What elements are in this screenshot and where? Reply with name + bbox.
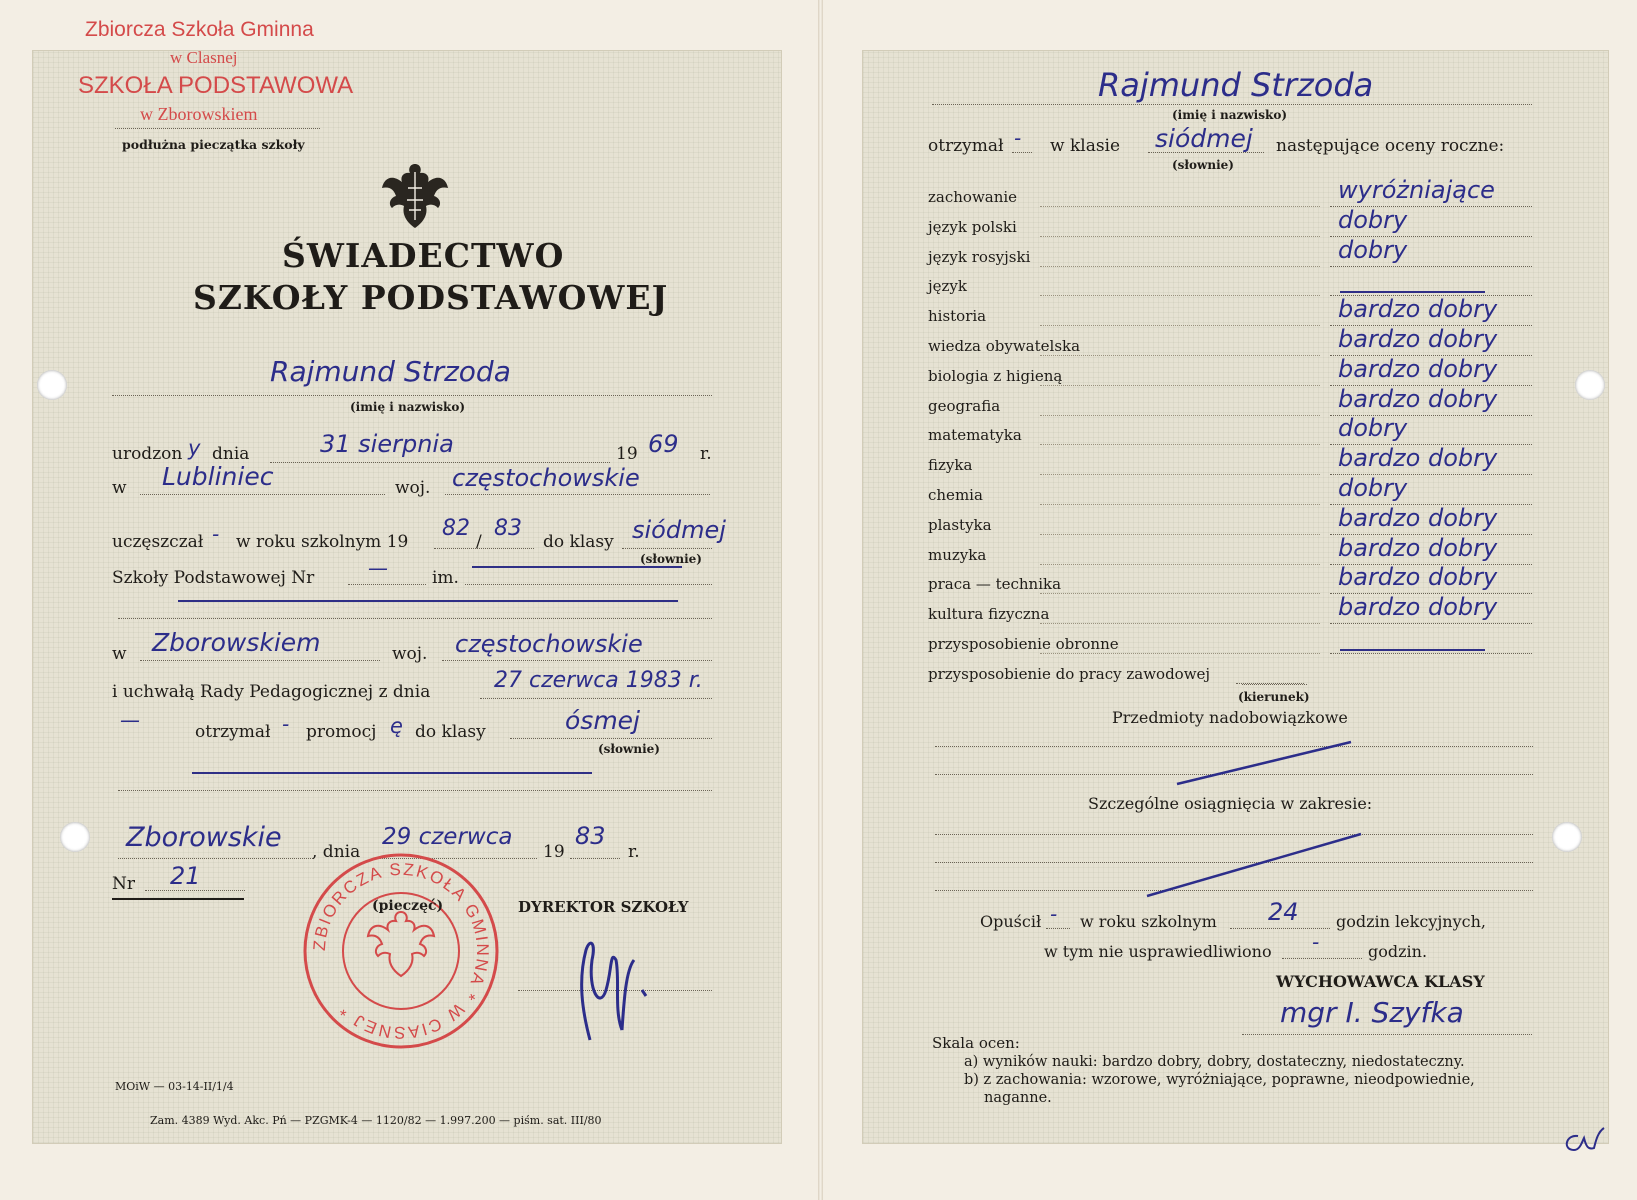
empty-grade-line <box>1340 649 1485 651</box>
unexcused-hours-label: godzin. <box>1368 942 1428 961</box>
absent-year-label: w roku szkolnym <box>1080 912 1217 931</box>
grade-value: bardzo dobry <box>1338 563 1498 591</box>
woj-label: woj. <box>392 644 428 664</box>
optional-subjects-label: Przedmioty nadobowiązkowe <box>1112 708 1348 727</box>
subject-name: plastyka <box>928 516 992 534</box>
im-label: im. <box>432 568 459 588</box>
class-word: siódmej <box>632 516 726 544</box>
school-year-b: 83 <box>494 516 522 541</box>
subject-name: przysposobienie do pracy zawodowej <box>928 665 1211 683</box>
stamp-line: w Clasnej <box>170 48 238 67</box>
grade-value: bardzo dobry <box>1338 593 1498 621</box>
print-info: Zam. 4389 Wyd. Akc. Pń — PZGMK-4 — 1120/82 — 1.997.200 — piśm. sat. III/80 <box>150 1114 602 1127</box>
school-nr: — <box>368 556 388 580</box>
day-label: dnia <box>212 444 250 464</box>
year-prefix: 19 <box>616 444 638 464</box>
scale-title: Skala ocen: <box>932 1034 1020 1052</box>
subject-name: matematyka <box>928 426 1022 444</box>
born-label: urodzon <box>112 444 183 464</box>
student-name: Rajmund Strzoda <box>1098 66 1374 104</box>
issue-place: Zborowskie <box>126 822 282 853</box>
class-teacher-signature: mgr I. Szyfka <box>1280 996 1464 1029</box>
promotion-label: promocj <box>306 722 377 742</box>
seal-text: ZBIORCZA SZKOŁA GMINNA * W CIASNEJ * <box>309 859 493 1043</box>
grade-value: dobry <box>1338 206 1408 234</box>
subject-name: chemia <box>928 486 983 504</box>
subject-name: język <box>928 277 967 295</box>
subject-name: biologia z higieną <box>928 367 1063 385</box>
form-code: MOiW — 03-14-II/1/4 <box>115 1080 234 1093</box>
birth-place: Lubliniec <box>162 462 274 491</box>
kierunek-caption: (kierunek) <box>1238 690 1310 704</box>
issue-r: r. <box>628 842 640 862</box>
issue-day-label: , dnia <box>312 842 361 862</box>
subject-name: fizyka <box>928 456 973 474</box>
born-suffix: y <box>188 436 201 460</box>
slownie-caption: (słownie) <box>1172 158 1234 172</box>
unexcused-value: - <box>1312 930 1320 954</box>
grade-value: dobry <box>1338 474 1408 502</box>
director-signature <box>560 930 670 1050</box>
school-seal <box>300 850 502 1052</box>
subject-name: przysposobienie obronne <box>928 635 1119 653</box>
slash: / <box>476 532 482 552</box>
following-label: następujące oceny roczne: <box>1276 136 1505 156</box>
grade-value: dobry <box>1338 414 1408 442</box>
name-caption: (imię i nazwisko) <box>350 400 465 414</box>
certificate-title: ŚWIADECTWO <box>282 236 565 275</box>
woj-label: woj. <box>395 478 431 498</box>
grade-value: bardzo dobry <box>1338 325 1498 353</box>
subject-name: język polski <box>928 218 1017 236</box>
strike-line <box>1145 830 1365 900</box>
scale-behaviour: b) z zachowania: wzorowe, wyróżniające, poprawne, nieodpowiednie, <box>964 1072 1475 1088</box>
received-suffix: - <box>282 712 290 736</box>
seal-caption: (pieczęć) <box>372 898 444 914</box>
slownie-caption: (słownie) <box>640 552 702 566</box>
unexcused-label: w tym nie usprawiedliwiono <box>1044 942 1272 961</box>
subject-name: kultura fizyczna <box>928 605 1050 623</box>
certificate-subtitle: SZKOŁY PODSTAWOWEJ <box>193 278 669 317</box>
in-label: w <box>112 644 127 664</box>
birth-province: częstochowskie <box>452 464 640 492</box>
year-suffix: r. <box>700 444 712 464</box>
class-teacher-label: WYCHOWAWCA KLASY <box>1276 972 1485 991</box>
absent-label: Opuścił <box>980 912 1042 931</box>
student-name: Rajmund Strzoda <box>270 355 511 388</box>
stamp-line: w Zborowskiem <box>140 104 258 124</box>
subject-name: muzyka <box>928 546 987 564</box>
received-suffix: - <box>1014 126 1022 150</box>
grade-value: bardzo dobry <box>1338 385 1498 413</box>
resolution-label: i uchwałą Rady Pedagogicznej z dnia <box>112 682 431 702</box>
stamp-caption: podłużna pieczątka szkoły <box>122 137 305 152</box>
school-year-label: w roku szkolnym 19 <box>236 532 409 552</box>
absent-hours-label: godzin lekcyjnych, <box>1336 912 1486 931</box>
empty-grade-line <box>1340 291 1485 293</box>
punch-hole <box>37 370 67 400</box>
punch-hole <box>1552 822 1582 852</box>
school-nr-label: Szkoły Podstawowej Nr <box>112 568 315 588</box>
grade-value: wyróżniające <box>1338 176 1495 204</box>
birth-date: 31 sierpnia <box>320 430 454 458</box>
subject-name: praca — technika <box>928 575 1062 593</box>
punch-hole <box>60 822 90 852</box>
to-class2-label: do klasy <box>415 722 486 742</box>
received-label: otrzymał <box>928 136 1004 156</box>
achievements-label: Szczególne osiągnięcia w zakresie: <box>1088 794 1373 813</box>
attended-label: uczęszczał <box>112 532 204 552</box>
stamp-line: SZKOŁA PODSTAWOWA <box>78 72 354 99</box>
in-label: w <box>112 478 127 498</box>
class-word: siódmej <box>1155 124 1253 153</box>
subject-name: wiedza obywatelska <box>928 337 1081 355</box>
strike-line <box>1175 738 1355 788</box>
school-place: Zborowskiem <box>152 628 321 657</box>
issue-date: 29 czerwca <box>382 824 513 850</box>
slownie-caption: (słownie) <box>598 742 660 756</box>
dash-before: — <box>120 708 140 732</box>
scale-results: a) wyników nauki: bardzo dobry, dobry, dostateczny, niedostateczny. <box>964 1054 1465 1070</box>
promotion-suffix: ę <box>390 714 403 738</box>
school-year-a: 82 <box>442 516 470 541</box>
absent-suffix: - <box>1050 902 1058 926</box>
issue-year: 83 <box>575 822 606 850</box>
director-label: DYREKTOR SZKOŁY <box>518 898 689 916</box>
attended-suffix: - <box>212 522 220 546</box>
next-class-word: ósmej <box>565 706 640 735</box>
to-class-label: do klasy <box>543 532 614 552</box>
birth-year: 69 <box>648 430 679 458</box>
resolution-date: 27 czerwca 1983 r. <box>494 668 703 693</box>
subject-name: historia <box>928 307 987 325</box>
grade-value: bardzo dobry <box>1338 295 1498 323</box>
school-province: częstochowskie <box>455 630 643 658</box>
certificate-nr: 21 <box>170 862 201 890</box>
punch-hole <box>1575 370 1605 400</box>
grade-value: bardzo dobry <box>1338 504 1498 532</box>
archive-initials <box>1558 1120 1608 1160</box>
issue-year-prefix: 19 <box>543 842 565 862</box>
scale-behaviour-cont: naganne. <box>984 1090 1052 1106</box>
page-fold <box>818 0 823 1200</box>
subject-name: geografia <box>928 397 1001 415</box>
name-caption: (imię i nazwisko) <box>1172 108 1287 122</box>
grade-value: dobry <box>1338 236 1408 264</box>
subject-name: zachowanie <box>928 188 1018 206</box>
grade-value: bardzo dobry <box>1338 355 1498 383</box>
eagle-emblem-icon <box>380 160 450 232</box>
subject-name: język rosyjski <box>928 248 1031 266</box>
nr-label: Nr <box>112 874 136 894</box>
received-label: otrzymał <box>195 722 271 742</box>
svg-text:ZBIORCZA SZKOŁA GMINNA * W CIA <box>310 860 492 1042</box>
absent-hours: 24 <box>1268 898 1299 926</box>
grade-value: bardzo dobry <box>1338 444 1498 472</box>
in-class-label: w klasie <box>1050 136 1121 156</box>
grade-value: bardzo dobry <box>1338 534 1498 562</box>
stamp-line: Zbiorcza Szkoła Gminna <box>85 18 314 41</box>
